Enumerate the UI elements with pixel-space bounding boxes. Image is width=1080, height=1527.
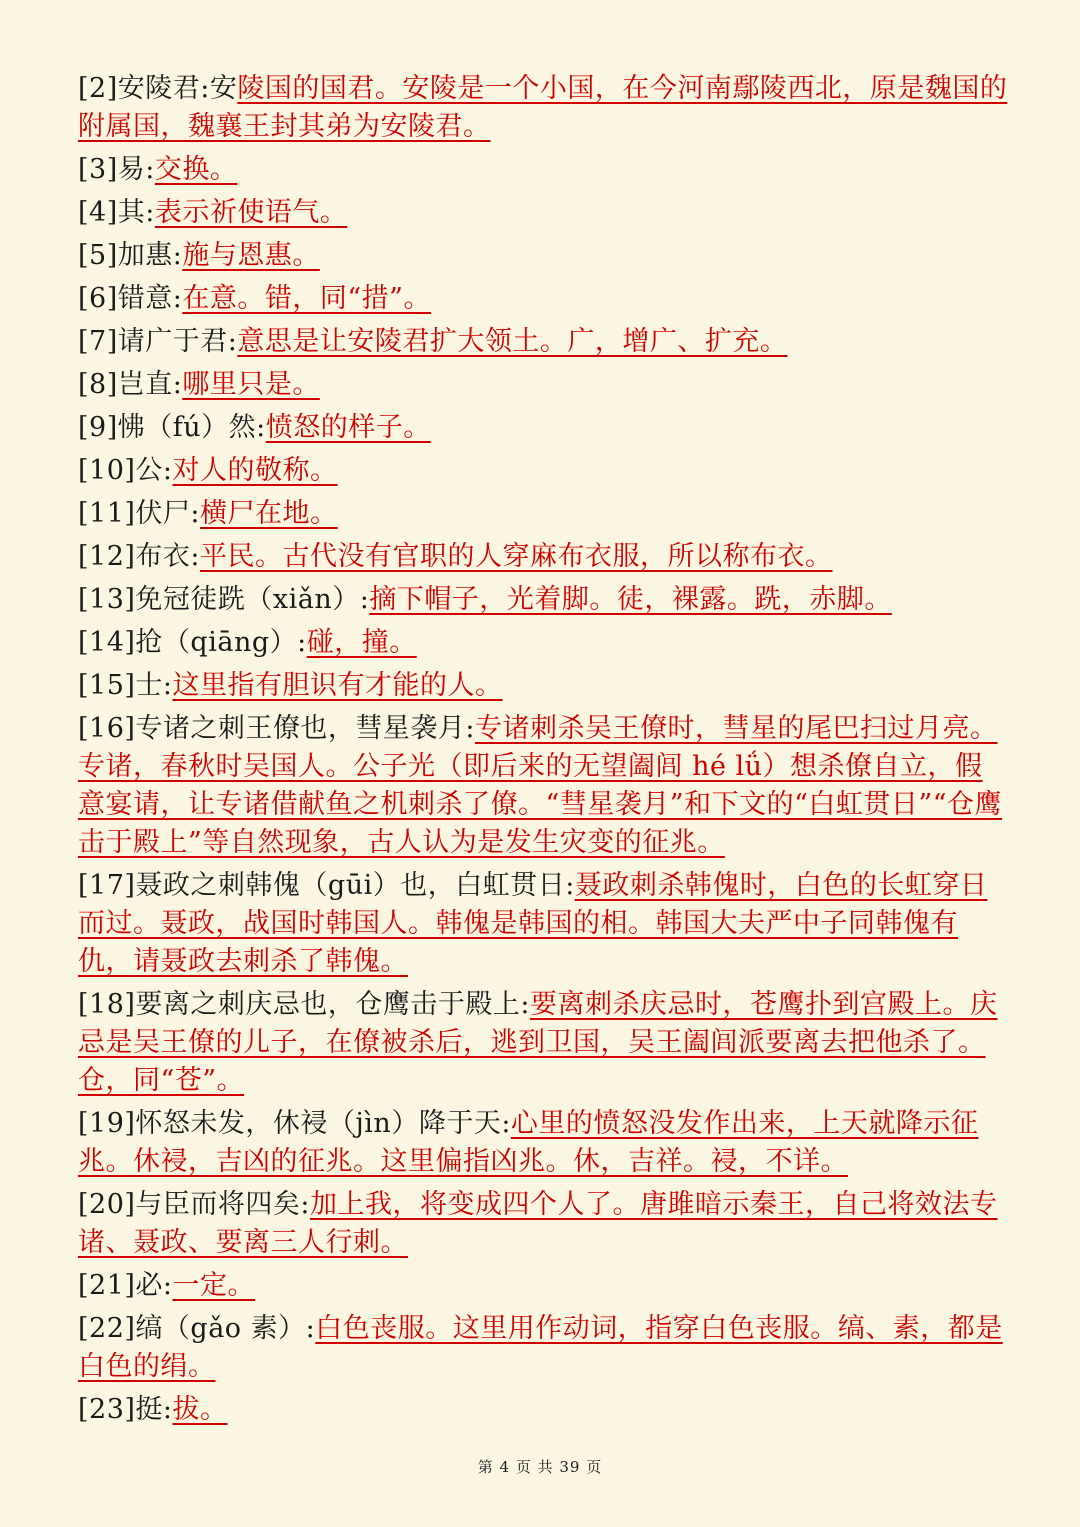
note-item xyxy=(78,867,1008,981)
note-term: [21]必: xyxy=(78,1270,173,1301)
note-term: [2]安陵君:安 xyxy=(78,73,238,104)
note-term: [12]布衣: xyxy=(78,541,201,572)
note-item xyxy=(78,151,1008,189)
note-explanation: 一定。 xyxy=(172,1270,256,1301)
note-term: [11]伏尸: xyxy=(78,498,201,529)
note-explanation: 哪里只是。 xyxy=(182,369,320,400)
note-term: [18]要离之刺庆忌也，仓鹰击于殿上: xyxy=(78,989,531,1020)
note-explanation: 横尸在地。 xyxy=(200,498,338,529)
note-item xyxy=(78,280,1008,318)
note-item xyxy=(78,194,1008,232)
note-term: [17]聂政之刺韩傀（gūi）也，白虹贯日: xyxy=(78,870,575,901)
note-term: [16]专诸之刺王僚也，彗星袭月: xyxy=(78,713,476,744)
note-item xyxy=(78,538,1008,576)
note-item xyxy=(78,1391,1008,1429)
note-item xyxy=(78,366,1008,404)
note-explanation: 施与恩惠。 xyxy=(182,240,320,271)
note-explanation: 表示祈使语气。 xyxy=(154,197,348,228)
note-term: [14]抢（qiāng）: xyxy=(78,627,307,658)
note-explanation: 交换。 xyxy=(154,154,238,185)
note-explanation: 聂政刺杀韩傀时，白色的长虹穿日而过。聂政，战国时韩国人。韩傀是韩国的相。韩国大夫严中子同韩傀有仇，请聂政去刺杀了韩傀。 xyxy=(78,870,988,977)
note-term: [3]易: xyxy=(78,154,155,185)
note-item xyxy=(78,1267,1008,1305)
note-explanation: 在意。错，同“措”。 xyxy=(182,283,431,314)
note-item xyxy=(78,70,1008,146)
note-item xyxy=(78,409,1008,447)
note-explanation: 摘下帽子，光着脚。徒，裸露。跣，赤脚。 xyxy=(369,584,892,615)
note-term: [19]怀怒未发，休祲（jìn）降于天: xyxy=(78,1108,511,1139)
note-term: [8]岂直: xyxy=(78,369,183,400)
note-explanation: 要离刺杀庆忌时，苍鹰扑到宫殿上。庆忌是吴王僚的儿子，在僚被杀后，逃到卫国，吴王阖闾派要离去把他杀了。仓，同“苍”。 xyxy=(78,989,998,1096)
note-term: [13]免冠徒跣（xiǎn）: xyxy=(78,584,370,615)
note-explanation: 加上我，将变成四个人了。唐雎暗示秦王，自己将效法专诸、聂政、要离三人行刺。 xyxy=(78,1189,998,1258)
note-item xyxy=(78,624,1008,662)
notes-page xyxy=(78,70,1008,1434)
note-explanation: 碰，撞。 xyxy=(306,627,417,658)
note-item xyxy=(78,667,1008,705)
note-item xyxy=(78,323,1008,361)
note-item xyxy=(78,1105,1008,1181)
note-explanation: 心里的愤怒没发作出来，上天就降示征兆。休祲，吉凶的征兆。这里偏指凶兆。休，吉祥。祲，不详。 xyxy=(78,1108,979,1177)
note-item xyxy=(78,710,1008,862)
note-explanation: 专诸刺杀吴王僚时，彗星的尾巴扫过月亮。专诸，春秋时吴国人。公子光（即后来的无望阖闾 hé lǘ）想杀僚自立，假意宴请，让专诸借献鱼之机刺杀了僚。“彗星袭月”和下文的“白虹贯日”“仓鹰击于殿上”等自然现象，古人认为是发生灾变的征兆。 xyxy=(78,713,1003,858)
note-explanation: 愤怒的样子。 xyxy=(265,412,431,443)
note-term: [9]怫（fú）然: xyxy=(78,412,266,443)
note-item xyxy=(78,495,1008,533)
note-explanation: 对人的敬称。 xyxy=(172,455,338,486)
note-term: [6]错意: xyxy=(78,283,183,314)
note-term: [10]公: xyxy=(78,455,173,486)
note-item xyxy=(78,452,1008,490)
note-term: [4]其: xyxy=(78,197,155,228)
note-term: [22]缟（gǎo 素）: xyxy=(78,1313,316,1344)
note-term: [7]请广于君: xyxy=(78,326,238,357)
note-term: [23]挺: xyxy=(78,1394,173,1425)
note-explanation: 白色丧服。这里用作动词，指穿白色丧服。缟、素，都是白色的绢。 xyxy=(78,1313,1003,1382)
note-term: [15]士: xyxy=(78,670,173,701)
note-explanation: 这里指有胆识有才能的人。 xyxy=(172,670,503,701)
note-item xyxy=(78,1186,1008,1262)
page-number-footer: 第 4 页 共 39 页 xyxy=(477,1458,603,1476)
note-explanation: 拔。 xyxy=(172,1394,228,1425)
note-term: [5]加惠: xyxy=(78,240,183,271)
note-item xyxy=(78,986,1008,1100)
note-item xyxy=(78,581,1008,619)
note-item xyxy=(78,237,1008,275)
note-explanation: 意思是让安陵君扩大领土。广，增广、扩充。 xyxy=(237,326,788,357)
note-explanation: 陵国的国君。安陵是一个小国，在今河南鄢陵西北，原是魏国的附属国，魏襄王封其弟为安陵君。 xyxy=(78,73,1008,142)
note-term: [20]与臣而将四矣: xyxy=(78,1189,311,1220)
note-explanation: 平民。古代没有官职的人穿麻布衣服，所以称布衣。 xyxy=(200,541,833,572)
note-item xyxy=(78,1310,1008,1386)
